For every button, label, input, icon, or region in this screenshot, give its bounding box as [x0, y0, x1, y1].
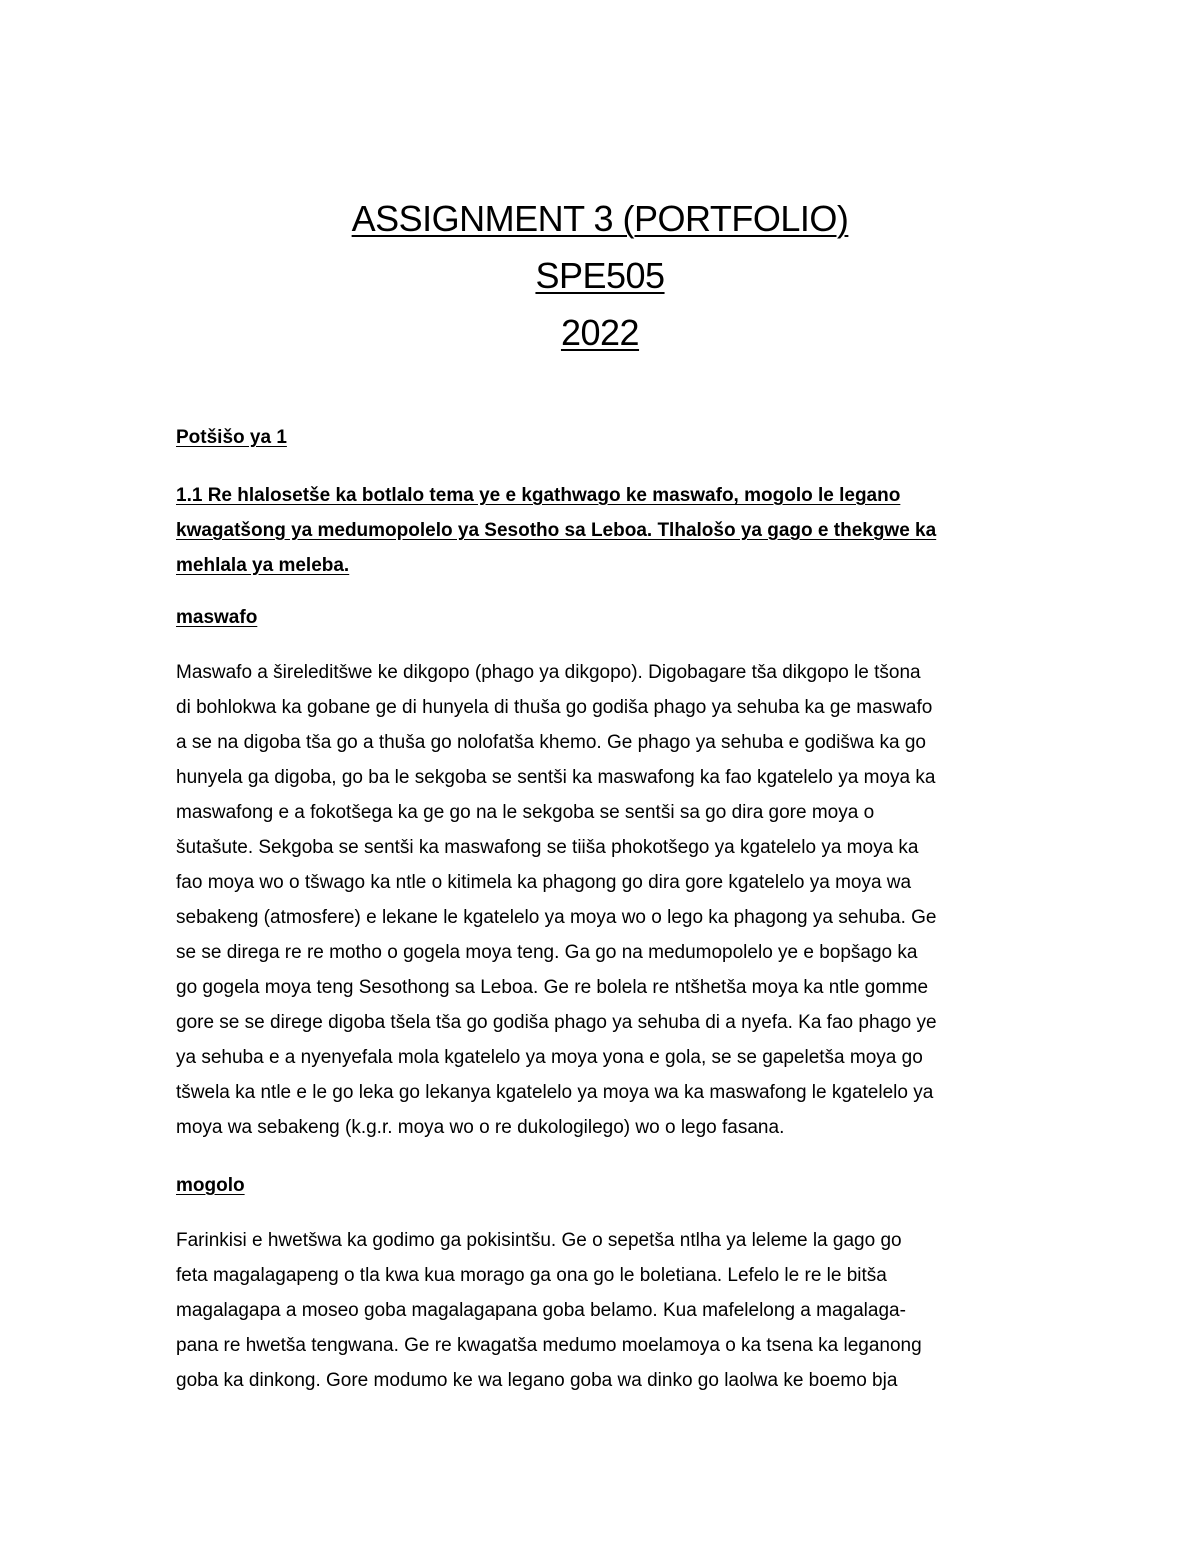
- assignment-title: ASSIGNMENT 3 (PORTFOLIO): [351, 198, 849, 239]
- title-block: [0, 190, 1200, 361]
- mogolo-heading: mogolo: [176, 1175, 245, 1196]
- paragraph-line: se se direga re re motho o gogela moya teng. Ga go na medumopolelo ye e bopšago ka: [176, 942, 918, 963]
- paragraph-line: Maswafo a šireleditšwe ke dikgopo (phago ya dikgopo). Digobagare tša dikgopo le tšona: [176, 662, 921, 683]
- year: 2022: [560, 312, 640, 353]
- paragraph-line: di bohlokwa ka gobane ge di hunyela di thuša go godiša phago ya sehuba ka ge maswafo: [176, 697, 933, 718]
- maswafo-paragraph: [176, 655, 1036, 1145]
- paragraph-line: a se na digoba tša go a thuša go nolofatša khemo. Ge phago ya sehuba e godišwa ka go: [176, 732, 926, 753]
- paragraph-line: moya wa sebakeng (k.g.r. moya wo o re dukologilego) wo o lego fasana.: [176, 1117, 785, 1138]
- question-text: [176, 478, 976, 583]
- course-code: SPE505: [535, 255, 665, 296]
- paragraph-line: feta magalagapeng o tla kwa kua morago ga ona go le boletiana. Lefelo le re le bitša: [176, 1265, 887, 1286]
- maswafo-heading: maswafo: [176, 607, 258, 628]
- paragraph-line: Farinkisi e hwetšwa ka godimo ga pokisintšu. Ge o sepetša ntlha ya leleme la gago go: [176, 1230, 902, 1251]
- paragraph-line: sebakeng (atmosfere) e lekane le kgatelelo ya moya wo o lego ka phagong ya sehuba. Ge: [176, 907, 937, 928]
- paragraph-line: maswafong e a fokotšega ka ge go na le sekgoba se sentši sa go dira gore moya o: [176, 802, 875, 823]
- paragraph-line: magalagapa a moseo goba magalagapana goba belamo. Kua mafelelong a magalaga-: [176, 1300, 906, 1321]
- paragraph-line: goba ka dinkong. Gore modumo ke wa legano goba wa dinko go laolwa ke boemo bja: [176, 1370, 898, 1391]
- paragraph-line: tšwela ka ntle e le go leka go lekanya kgatelelo ya moya wa ka maswafong le kgatelelo ya: [176, 1082, 934, 1103]
- question-line: kwagatšong ya medumopolelo ya Sesotho sa Leboa. Tlhalošo ya gago e thekgwe ka: [176, 520, 937, 541]
- question-heading: Potšišo ya 1: [176, 427, 287, 448]
- paragraph-line: gore se se direge digoba tšela tša go godiša phago ya sehuba di a nyefa. Ka fao phago ye: [176, 1012, 937, 1033]
- paragraph-line: hunyela ga digoba, go ba le sekgoba se sentši ka maswafong ka fao kgatelelo ya moya ka: [176, 767, 936, 788]
- paragraph-line: šutašute. Sekgoba se sentši ka maswafong se tiiša phokotšego ya kgatelelo ya moya ka: [176, 837, 919, 858]
- question-line: 1.1 Re hlalosetše ka botlalo tema ye e kgathwago ke maswafo, mogolo le legano: [176, 485, 901, 506]
- paragraph-line: go gogela moya teng Sesothong sa Leboa. Ge re bolela re ntšhetša moya ka ntle gomme: [176, 977, 929, 998]
- question-line: mehlala ya meleba.: [176, 555, 350, 576]
- paragraph-line: pana re hwetša tengwana. Ge re kwagatša medumo moelamoya o ka tsena ka leganong: [176, 1335, 922, 1356]
- paragraph-line: fao moya wo o tšwago ka ntle o kitimela ka phagong go dira gore kgatelelo ya moya wa: [176, 872, 912, 893]
- paragraph-line: ya sehuba e a nyenyefala mola kgatelelo ya moya yona e gola, se se gapeletša moya go: [176, 1047, 923, 1068]
- mogolo-paragraph: [176, 1223, 1036, 1398]
